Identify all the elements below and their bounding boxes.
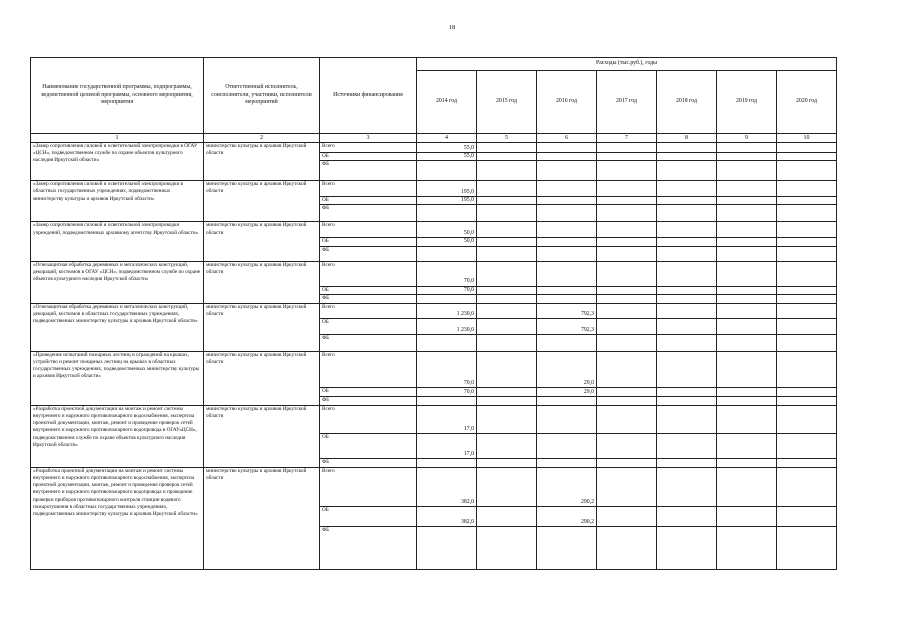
amount-cell <box>657 405 717 433</box>
amount-cell <box>777 526 837 569</box>
amount-cell <box>597 433 657 458</box>
amount-cell <box>477 526 537 569</box>
amount-cell <box>417 246 477 261</box>
amount-cell <box>717 506 777 526</box>
amount-cell <box>657 334 717 351</box>
measure-executor: министерство культуры и архивов Иркутской области <box>204 467 320 569</box>
funding-source: ОБ <box>320 197 417 205</box>
measure-description: «Огнезащитная обработка деревянных и металлических конструкций, декораций, костюмов в ОГАУ «ЦСН», подведомственном службе по охране объектов культурного наследия Иркутской области» <box>31 261 204 303</box>
column-number: 2 <box>204 134 320 143</box>
amount-cell <box>717 351 777 387</box>
funding-source: ОБ <box>320 318 417 334</box>
amount-cell <box>477 318 537 334</box>
amount-cell <box>717 387 777 396</box>
amount-cell <box>777 294 837 303</box>
amount-cell <box>777 303 837 318</box>
amount-cell <box>597 526 657 569</box>
amount-cell <box>597 334 657 351</box>
funding-source: ФБ <box>320 294 417 303</box>
amount-cell <box>597 143 657 153</box>
amount-cell: 382,0 <box>417 467 477 506</box>
header-source: Источники финансирования <box>320 58 417 134</box>
funding-source: Всего <box>320 222 417 238</box>
amount-cell <box>597 197 657 205</box>
amount-cell <box>477 458 537 467</box>
amount-cell <box>777 458 837 467</box>
amount-cell: 17,0 <box>417 433 477 458</box>
column-number: 9 <box>717 134 777 143</box>
amount-cell <box>537 222 597 238</box>
amount-cell <box>597 261 657 286</box>
amount-cell <box>717 318 777 334</box>
amount-cell <box>597 387 657 396</box>
funding-source: ОБ <box>320 433 417 458</box>
amount-cell <box>717 458 777 467</box>
funding-source: ОБ <box>320 238 417 246</box>
funding-source: Всего <box>320 261 417 286</box>
amount-cell <box>777 351 837 387</box>
amount-cell: 792,3 <box>537 303 597 318</box>
amount-cell <box>477 286 537 294</box>
column-number: 3 <box>320 134 417 143</box>
amount-cell <box>537 294 597 303</box>
amount-cell <box>777 238 837 246</box>
amount-cell <box>477 161 537 181</box>
amount-cell <box>717 526 777 569</box>
measure-executor: министерство культуры и архивов Иркутской области <box>204 351 320 405</box>
amount-cell: 792,3 <box>537 318 597 334</box>
amount-cell <box>477 303 537 318</box>
measure-executor: министерство культуры и архивов Иркутской области <box>204 181 320 222</box>
header-expenses: Расходы (тыс.руб.), годы <box>417 58 837 71</box>
amount-cell: 290,2 <box>537 506 597 526</box>
amount-cell <box>717 396 777 405</box>
amount-cell <box>597 405 657 433</box>
amount-cell <box>477 294 537 303</box>
amount-cell <box>777 161 837 181</box>
measure-description: «Огнезащитная обработка деревянных и металлических конструкций, декораций, костюмов в областных государственных учреждениях, подведомственных министерству культуры и архивов Иркутской области» <box>31 303 204 351</box>
funding-source: ОБ <box>320 506 417 526</box>
amount-cell <box>777 261 837 286</box>
amount-cell <box>597 351 657 387</box>
header-year: 2014 год <box>417 71 477 134</box>
column-number: 8 <box>657 134 717 143</box>
amount-cell <box>537 405 597 433</box>
amount-cell <box>657 143 717 153</box>
amount-cell <box>657 238 717 246</box>
amount-cell: 50,0 <box>417 238 477 246</box>
amount-cell <box>777 205 837 222</box>
amount-cell <box>477 143 537 153</box>
amount-cell <box>657 387 717 396</box>
amount-cell <box>717 294 777 303</box>
funding-source: Всего <box>320 143 417 153</box>
table-row <box>31 181 837 197</box>
amount-cell <box>657 467 717 506</box>
amount-cell <box>657 161 717 181</box>
amount-cell <box>597 396 657 405</box>
amount-cell <box>477 238 537 246</box>
amount-cell <box>657 153 717 161</box>
amount-cell <box>537 181 597 197</box>
amount-cell <box>537 197 597 205</box>
amount-cell <box>657 205 717 222</box>
funding-source: Всего <box>320 303 417 318</box>
amount-cell <box>477 205 537 222</box>
amount-cell <box>597 458 657 467</box>
amount-cell: 1 230,0 <box>417 303 477 318</box>
amount-cell <box>657 294 717 303</box>
amount-cell <box>657 318 717 334</box>
amount-cell <box>777 387 837 396</box>
amount-cell <box>537 334 597 351</box>
amount-cell <box>477 222 537 238</box>
header-year: 2015 год <box>477 71 537 134</box>
amount-cell <box>657 526 717 569</box>
amount-cell <box>597 205 657 222</box>
table-row <box>31 261 837 286</box>
amount-cell <box>717 153 777 161</box>
column-number: 6 <box>537 134 597 143</box>
amount-cell: 382,0 <box>417 506 477 526</box>
amount-cell: 70,0 <box>417 351 477 387</box>
header-program: Наименование государственной программы, подпрограммы, ведомственной целевой программы, основного мероприятия, мероприятия <box>31 58 204 134</box>
measure-executor: министерство культуры и архивов Иркутской области <box>204 261 320 303</box>
header-year: 2017 год <box>597 71 657 134</box>
amount-cell <box>477 261 537 286</box>
table-row <box>31 303 837 318</box>
amount-cell <box>477 387 537 396</box>
amount-cell <box>717 433 777 458</box>
amount-cell <box>657 181 717 197</box>
funding-source: ФБ <box>320 161 417 181</box>
amount-cell: 70,0 <box>417 261 477 286</box>
amount-cell <box>777 286 837 294</box>
amount-cell <box>777 467 837 506</box>
funding-source: Всего <box>320 181 417 197</box>
amount-cell <box>777 506 837 526</box>
header-year: 2019 год <box>717 71 777 134</box>
column-number-row <box>31 134 837 143</box>
amount-cell <box>657 351 717 387</box>
amount-cell <box>477 351 537 387</box>
amount-cell <box>537 286 597 294</box>
amount-cell <box>717 286 777 294</box>
column-number: 10 <box>777 134 837 143</box>
amount-cell: 1 230,0 <box>417 318 477 334</box>
funding-source: ОБ <box>320 153 417 161</box>
measure-description: «Разработка проектной документации на монтаж и ремонт системы внутреннего и наружного противопожарного водоснабжения, экспертиза проектной документации, монтаж, ремонт и проведение проверок сетей внутреннего и наружного противопожарного водопровода в ОГАУ«ЦСН», подведомственном службе по охране объектов культурного наследия Иркутской области» <box>31 405 204 467</box>
table-row <box>31 351 837 387</box>
amount-cell: 290,2 <box>537 467 597 506</box>
measure-description: «Замер сопротивления силовой и осветительной электропроводки в областных государственных учреждениях, подведомственных министерству культуры и архивов Иркутской области» <box>31 181 204 222</box>
amount-cell <box>537 246 597 261</box>
amount-cell <box>537 261 597 286</box>
column-number: 4 <box>417 134 477 143</box>
table-row <box>31 143 837 153</box>
budget-table <box>30 57 837 570</box>
measure-description: «Замер сопротивления силовой и осветительной электропроводки в ОГАУ «ЦСН», подведомственном службе по охране объектов культурного наследия Иркутской области» <box>31 143 204 181</box>
amount-cell <box>477 153 537 161</box>
table-row <box>31 222 837 238</box>
amount-cell <box>777 197 837 205</box>
column-number: 5 <box>477 134 537 143</box>
amount-cell: 70,0 <box>417 387 477 396</box>
amount-cell <box>537 153 597 161</box>
header-year: 2018 год <box>657 71 717 134</box>
amount-cell <box>657 396 717 405</box>
amount-cell <box>777 246 837 261</box>
amount-cell <box>477 467 537 506</box>
funding-source: Всего <box>320 467 417 506</box>
amount-cell <box>597 506 657 526</box>
amount-cell <box>657 458 717 467</box>
amount-cell <box>477 246 537 261</box>
amount-cell: 195,0 <box>417 197 477 205</box>
header-year: 2020 год <box>777 71 837 134</box>
measure-executor: министерство культуры и архивов Иркутской области <box>204 143 320 181</box>
amount-cell <box>537 396 597 405</box>
amount-cell <box>417 294 477 303</box>
amount-cell <box>597 246 657 261</box>
amount-cell <box>717 467 777 506</box>
amount-cell: 55,0 <box>417 153 477 161</box>
amount-cell <box>597 238 657 246</box>
amount-cell <box>597 222 657 238</box>
page-number: 18 <box>448 24 456 31</box>
amount-cell <box>717 334 777 351</box>
funding-source: ОБ <box>320 387 417 396</box>
amount-cell <box>657 286 717 294</box>
amount-cell: 70,0 <box>417 286 477 294</box>
measure-executor: министерство культуры и архивов Иркутской области <box>204 222 320 261</box>
amount-cell <box>597 467 657 506</box>
funding-source: ОБ <box>320 286 417 294</box>
amount-cell <box>657 261 717 286</box>
amount-cell <box>597 153 657 161</box>
amount-cell <box>717 405 777 433</box>
header-executor: Ответственный исполнитель, соисполнители, участники, исполнители мероприятий <box>204 58 320 134</box>
amount-cell: 195,0 <box>417 181 477 197</box>
amount-cell <box>717 181 777 197</box>
amount-cell <box>537 433 597 458</box>
amount-cell <box>777 222 837 238</box>
amount-cell <box>477 197 537 205</box>
amount-cell <box>537 458 597 467</box>
amount-cell <box>417 526 477 569</box>
amount-cell <box>537 526 597 569</box>
amount-cell <box>537 205 597 222</box>
funding-source: Всего <box>320 405 417 433</box>
table-body <box>31 143 837 570</box>
amount-cell <box>537 238 597 246</box>
amount-cell <box>657 303 717 318</box>
amount-cell: 55,0 <box>417 143 477 153</box>
amount-cell <box>417 396 477 405</box>
amount-cell <box>717 238 777 246</box>
amount-cell <box>717 222 777 238</box>
amount-cell <box>777 153 837 161</box>
amount-cell <box>777 143 837 153</box>
amount-cell <box>597 286 657 294</box>
amount-cell <box>477 334 537 351</box>
amount-cell <box>417 334 477 351</box>
amount-cell <box>777 334 837 351</box>
table-row <box>31 405 837 433</box>
amount-cell <box>657 246 717 261</box>
amount-cell <box>657 433 717 458</box>
amount-cell <box>537 161 597 181</box>
amount-cell <box>777 396 837 405</box>
amount-cell <box>477 506 537 526</box>
amount-cell <box>717 205 777 222</box>
table-row <box>31 467 837 506</box>
amount-cell <box>477 433 537 458</box>
amount-cell: 50,0 <box>417 222 477 238</box>
amount-cell <box>717 197 777 205</box>
amount-cell <box>477 181 537 197</box>
funding-source: ФБ <box>320 458 417 467</box>
header-year: 2016 год <box>537 71 597 134</box>
measure-description: «Разработка проектной документации на монтаж и ремонт системы внутреннего и наружного противопожарного водоснабжения, экспертиза проектной документации, монтаж, ремонт и проведение проверок сетей внутреннего и наружного противопожарного водопровода и проведение проверки приборов противопожарного контроля станции водяного пожаротушения в областных государственных учреждениях, подведомственных министерству культуры и архивов Иркутской области» <box>31 467 204 569</box>
amount-cell <box>777 181 837 197</box>
amount-cell <box>477 405 537 433</box>
funding-source: ФБ <box>320 396 417 405</box>
amount-cell <box>717 261 777 286</box>
amount-cell <box>717 161 777 181</box>
amount-cell <box>717 246 777 261</box>
amount-cell: 17,0 <box>417 405 477 433</box>
amount-cell <box>657 506 717 526</box>
amount-cell <box>657 197 717 205</box>
amount-cell: 29,0 <box>537 387 597 396</box>
column-number: 1 <box>31 134 204 143</box>
amount-cell <box>417 205 477 222</box>
funding-source: ФБ <box>320 246 417 261</box>
amount-cell <box>597 181 657 197</box>
amount-cell <box>597 294 657 303</box>
measure-description: «Проведение испытаний пожарных лестниц и ограждений на крышах, устройство и ремонт пожарных лестниц на крышах в областных государственных учреждениях, подведомственных министерству культуры и архивов Иркутской области» <box>31 351 204 405</box>
amount-cell <box>417 458 477 467</box>
funding-source: ФБ <box>320 205 417 222</box>
amount-cell <box>717 303 777 318</box>
amount-cell <box>417 161 477 181</box>
funding-source: ФБ <box>320 334 417 351</box>
amount-cell <box>597 303 657 318</box>
measure-description: «Замер сопротивления силовой и осветительной электропроводки учреждений, подведомственных архивному агентству Иркутской области» <box>31 222 204 261</box>
amount-cell <box>777 433 837 458</box>
amount-cell: 29,0 <box>537 351 597 387</box>
measure-executor: министерство культуры и архивов Иркутской области <box>204 405 320 467</box>
amount-cell <box>717 143 777 153</box>
funding-source: ФБ <box>320 526 417 569</box>
amount-cell <box>777 405 837 433</box>
measure-executor: министерство культуры и архивов Иркутской области <box>204 303 320 351</box>
amount-cell <box>597 318 657 334</box>
amount-cell <box>777 318 837 334</box>
amount-cell <box>477 396 537 405</box>
amount-cell <box>657 222 717 238</box>
funding-source: Всего <box>320 351 417 387</box>
amount-cell <box>537 143 597 153</box>
column-number: 7 <box>597 134 657 143</box>
amount-cell <box>597 161 657 181</box>
